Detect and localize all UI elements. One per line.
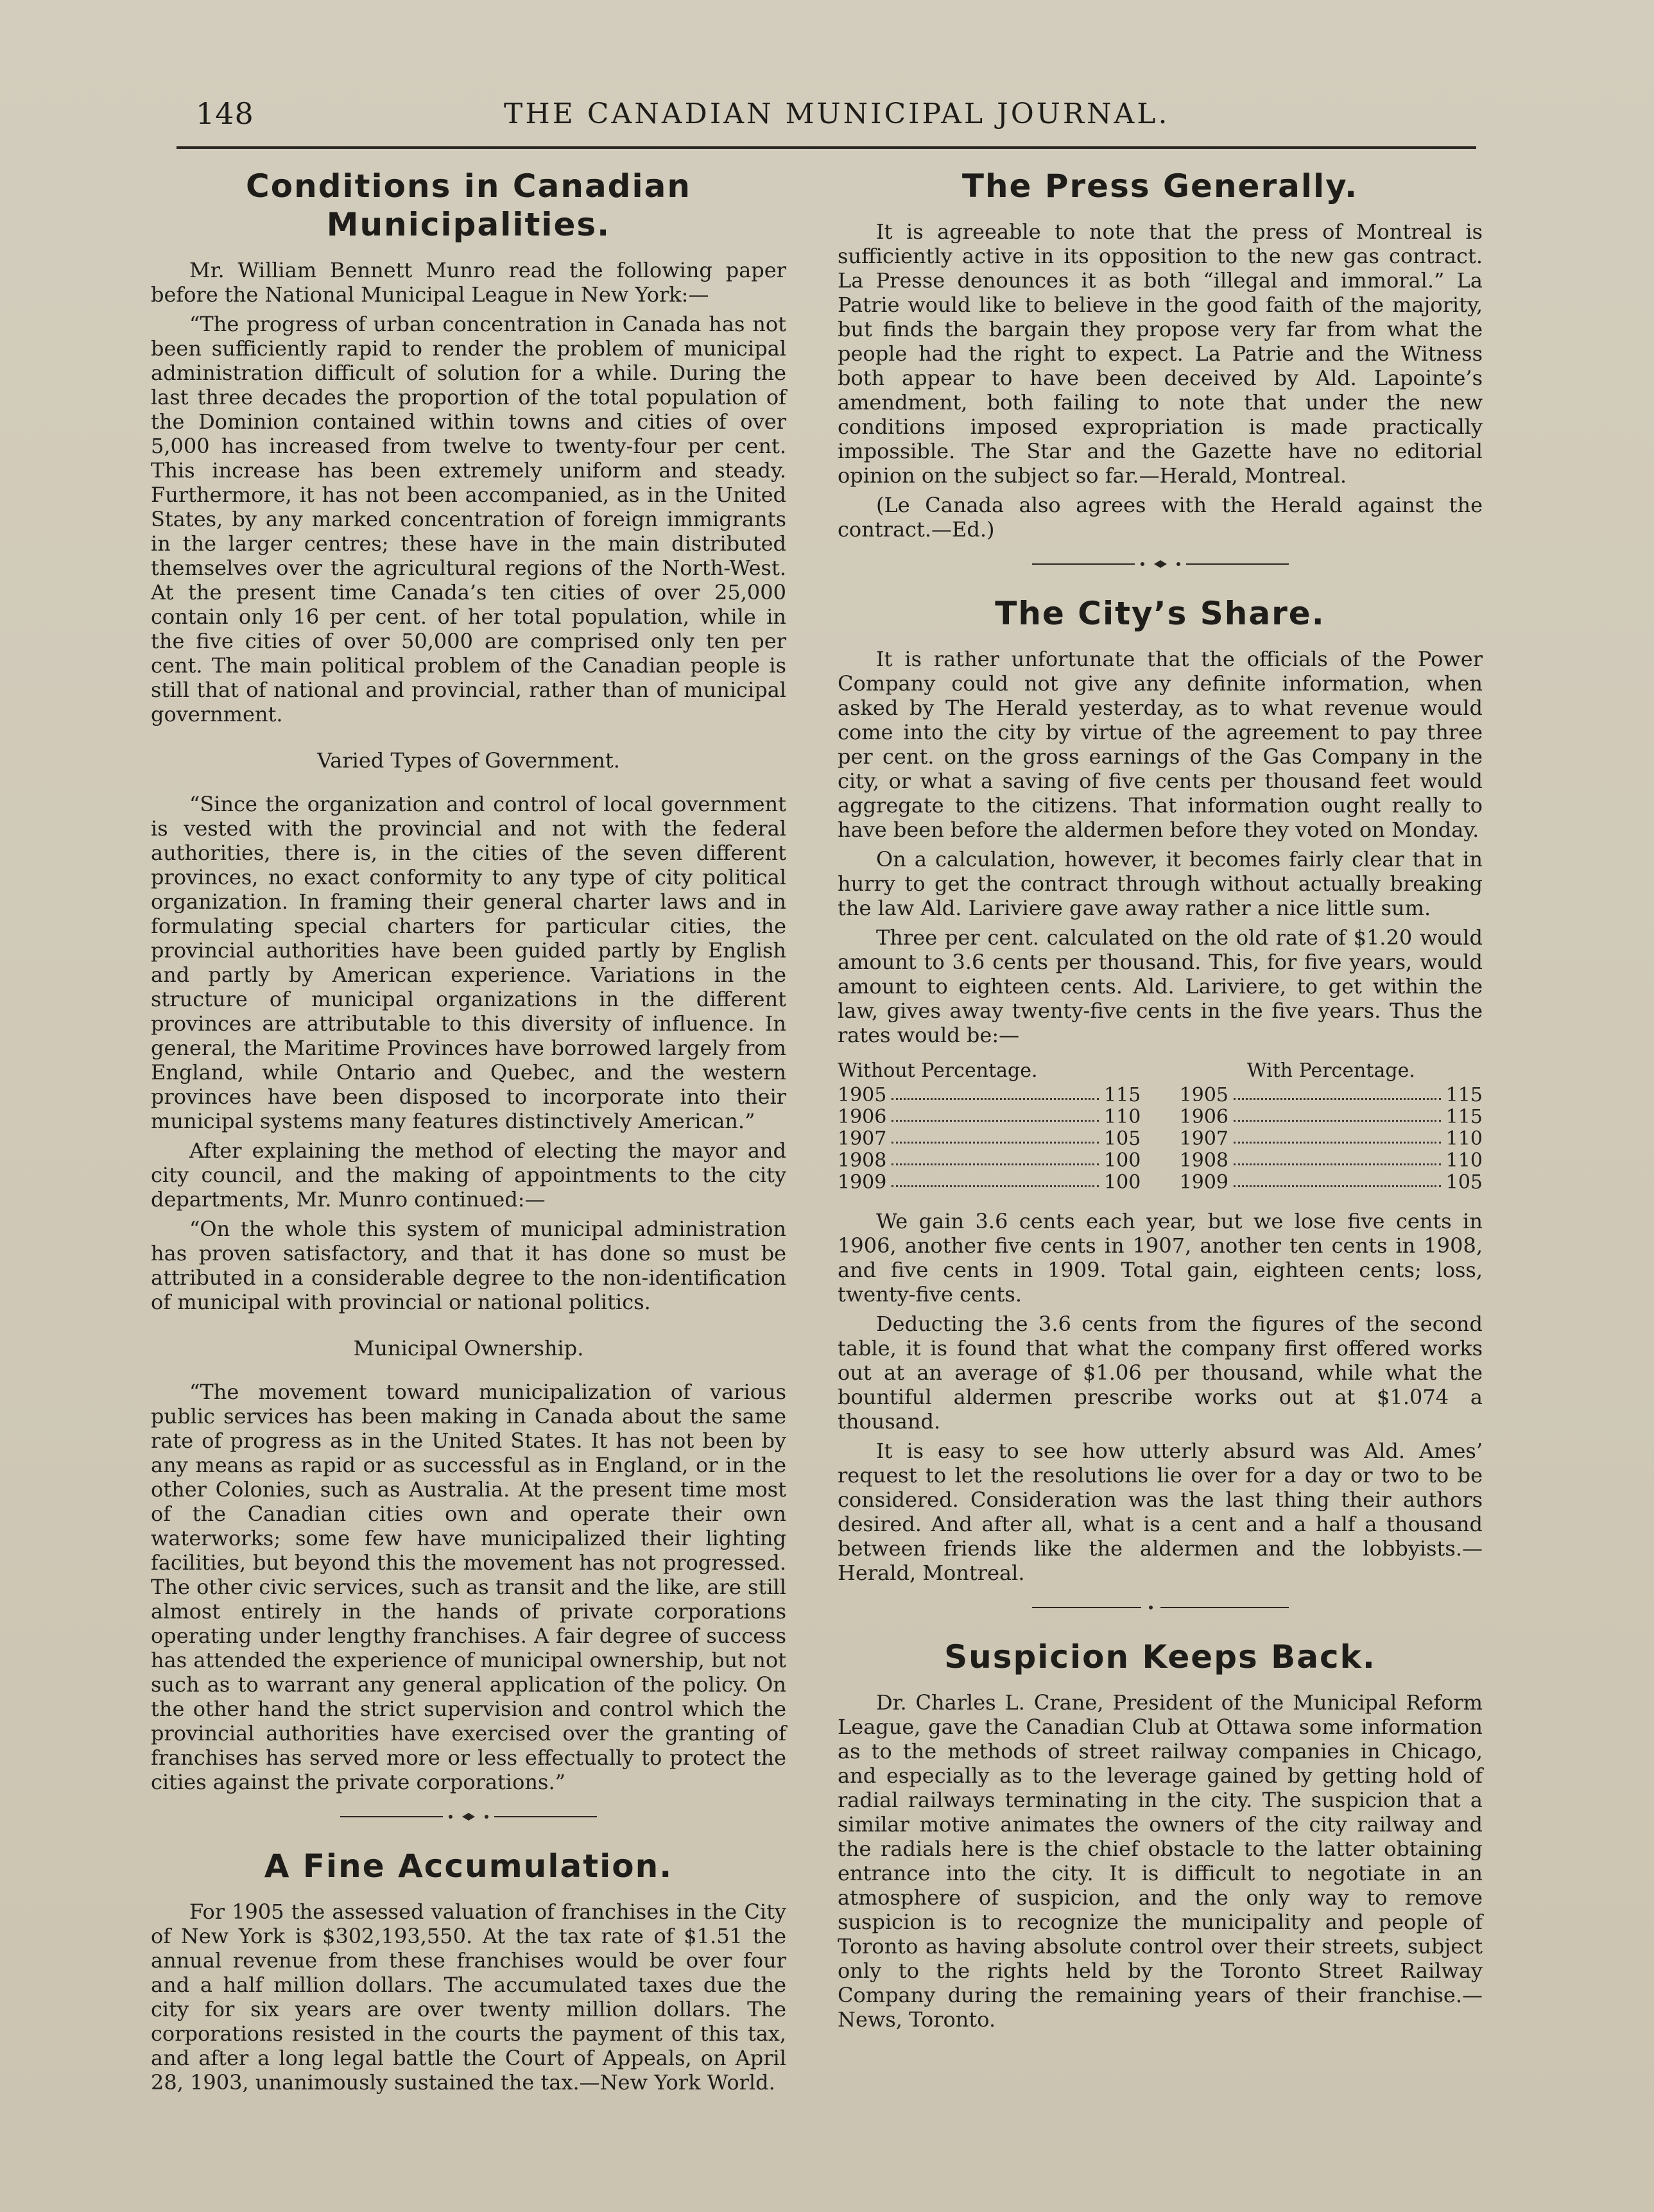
article-title: Suspicion Keeps Back. <box>944 1638 1376 1676</box>
page-header <box>177 96 1476 135</box>
row-year: 1908 <box>838 1149 887 1172</box>
table-heading: With Percentage. <box>1246 1059 1415 1082</box>
row-value: 100 <box>1104 1171 1141 1194</box>
ornament-divider <box>1032 1603 1289 1612</box>
row-year: 1906 <box>838 1106 887 1128</box>
article-title: The City’s Share. <box>995 595 1325 632</box>
paragraph: For 1905 the assessed valuation of franchises in the City of New York is $302,193,550. At the tax rate of $1.51 the annual revenue from these franchises would be over four and a half million dollars. The accumulated taxes due the city for six years are over twenty million dollars. The corporations resisted in the courts the payment of this tax, and after a long legal battle the Court of Appeals, on April 28, 1903, unanimously sustained the tax.—New York World. <box>151 1899 786 2095</box>
dot-leader <box>1234 1085 1441 1100</box>
table-row <box>838 1150 1141 1172</box>
table-row <box>838 1085 1141 1106</box>
paragraph: It is agreeable to note that the press of Montreal is sufficiently active in its opposition to the new gas contract. La Presse denounces it as both “illegal and immoral.” La Patrie would like to believe in the good faith of the majority, but finds the bargain they propose very far from what the people had the right to expect. La Patrie and the Witness both appear to have been deceived by Ald. Lapointe’s amendment, both failing to note that under the new conditions imposed expropriation is made practically impossible. The Star and the Gazette have no editorial opinion on the subject so far.—Herald, Montreal. <box>838 219 1483 488</box>
row-year: 1909 <box>838 1171 887 1194</box>
row-value: 115 <box>1445 1084 1483 1106</box>
dot-leader <box>1234 1106 1441 1122</box>
article-citys-share <box>838 594 1483 1585</box>
row-value: 105 <box>1104 1127 1141 1150</box>
paragraph: It is easy to see how utterly absurd was Ald. Ames’ request to let the resolutions lie over for a day or two to be considered. Consideration was the last thing their authors desired. And after all, what is a cent and a half a thousand between friends like the aldermen and the lobbyists.—Herald, Montreal. <box>838 1439 1483 1585</box>
article-press-generally <box>838 167 1483 542</box>
dot-leader <box>892 1085 1099 1100</box>
row-year: 1907 <box>838 1127 887 1150</box>
article-fine-accumulation <box>151 1847 786 2095</box>
header-rule <box>177 146 1476 149</box>
paragraph: It is rather unfortunate that the officials of the Power Company could not give any definite information, when asked by The Herald yesterday, as to what revenue would come into the city by virtue of the agreement to pay three per cent. on the gross earnings of the Gas Company in the city, or what a saving of five cents per thousand feet would aggregate to the citizens. That information ought really to have been before the aldermen before they voted on Monday. <box>838 647 1483 842</box>
rate-table-with <box>1180 1060 1483 1194</box>
paragraph: “The progress of urban concentration in Canada has not been sufficiently rapid to render the problem of municipal administration difficult of solution for a while. During the last three decades the proportion of the total population of the Dominion contained within towns and cities of over 5,000 has increased from twelve to twenty-four per cent. This increase has been extremely uniform and steady. Furthermore, it has not been accompanied, as in the United States, by any marked concentration of foreign immigrants in the larger centres; these have in the main distributed themselves over the agricultural regions of the North-West. At the present time Canada’s ten cities of over 25,000 contain only 16 per cent. of her total population, while in the five cities of over 50,000 are comprised only ten per cent. The main political problem of the Canadian people is still that of national and provincial, rather than of municipal government. <box>151 312 786 726</box>
paragraph: “On the whole this system of municipal administration has proven satisfactory, and that it has done so must be attributed in a considerable degree to the non-identification of municipal with provincial or national politics. <box>151 1217 786 1314</box>
article-suspicion <box>838 1638 1483 2032</box>
ornament-divider <box>340 1812 597 1821</box>
rate-table-without <box>838 1060 1141 1194</box>
paragraph: “Since the organization and control of local government is vested with the provincial and not with the federal authorities, there is, in the cities of the seven different provinces, no exact conformity to any type of city political organization. In framing their general charter laws and in formulating special charters for particular cities, the provincial authorities have been guided partly by English and partly by American experience. Variations in the structure of municipal organizations in the different provinces are attributable to this diversity of influence. In general, the Maritime Provinces have borrowed largely from England, while Ontario and Quebec, and the western provinces have been disposed to incorporate into their municipal systems many features distinctively American.” <box>151 792 786 1133</box>
table-row <box>1180 1085 1483 1106</box>
left-column <box>151 167 786 2100</box>
table-row <box>838 1106 1141 1128</box>
paragraph: We gain 3.6 cents each year, but we lose five cents in 1906, another five cents in 1907, another ten cents in 1908, and five cents in 1909. Total gain, eighteen cents; loss, twenty-five cents. <box>838 1209 1483 1307</box>
paragraph: Three per cent. calculated on the old rate of $1.20 would amount to 3.6 cents per thousand. This, for five years, would amount to eighteen cents. Ald. Lariviere, to get within the law, gives away twenty-five cents in the five years. Thus the rates would be:— <box>838 925 1483 1047</box>
dot-leader <box>892 1172 1099 1187</box>
dot-leader <box>892 1150 1099 1165</box>
row-value: 110 <box>1104 1106 1141 1128</box>
article-title: Conditions in Canadian Municipalities. <box>246 167 691 243</box>
dot-leader <box>892 1128 1099 1144</box>
table-row <box>1180 1172 1483 1194</box>
paragraph: (Le Canada also agrees with the Herald against the contract.—Ed.) <box>838 493 1483 542</box>
subheading: Municipal Ownership. <box>353 1336 584 1360</box>
subheading: Varied Types of Government. <box>317 748 620 773</box>
row-year: 1908 <box>1179 1149 1229 1172</box>
row-year: 1905 <box>838 1084 887 1106</box>
paragraph: “The movement toward municipalization of various public services has been making in Canada about the same rate of progress as in the United States. It has not been by any means as rapid or as successful as in England, or in the other Colonies, such as Australia. At the present time most of the Canadian cities own and operate their own waterworks; some few have municipalized their lighting facilities, but beyond this the movement has not progressed. The other civic services, such as transit and the like, are still almost entirely in the hands of private corporations operating under lengthy franchises. A fair degree of success has attended the experience of municipal ownership, but not such as to warrant any general application of the policy. On the other hand the strict supervision and control which the provincial authorities have exercised over the granting of franchises has served more or less effectually to protect the cities against the private corporations.” <box>151 1380 786 1794</box>
dot-leader <box>1234 1172 1441 1187</box>
dot-leader <box>1234 1128 1441 1144</box>
table-row <box>1180 1150 1483 1172</box>
journal-title: THE CANADIAN MUNICIPAL JOURNAL. <box>504 98 1170 130</box>
paragraph: Dr. Charles L. Crane, President of the Municipal Reform League, gave the Canadian Club at Ottawa some information as to the methods of street railway companies in Chicago, and especially as to the leverage gained by getting hold of radial railways terminating in the city. The suspicion that a similar motive animates the owners of the city railway and the radials here is the chief obstacle to the latter obtaining entrance into the city. It is difficult to negotiate in an atmosphere of suspicion, and the only way to remove suspicion is to recognize the municipality and people of Toronto as having absolute control over their streets, subject only to the rights held by the Toronto Street Railway Company during the remaining years of their franchise.—News, Toronto. <box>838 1690 1483 2032</box>
paragraph: Deducting the 3.6 cents from the figures of the second table, it is found that what the company first offered works out at an average of $1.06 per thousand, while what the bountiful aldermen prescribe works out at $1.074 a thousand. <box>838 1312 1483 1434</box>
row-year: 1907 <box>1179 1127 1229 1150</box>
row-year: 1909 <box>1179 1171 1229 1194</box>
paragraph: After explaining the method of electing the mayor and city council, and the making of appointments to the city departments, Mr. Munro continued:— <box>151 1138 786 1212</box>
paragraph: Mr. William Bennett Munro read the following paper before the National Municipal League in New York:— <box>151 258 786 307</box>
article-title: A Fine Accumulation. <box>264 1848 673 1885</box>
table-row <box>1180 1106 1483 1128</box>
row-year: 1905 <box>1179 1084 1229 1106</box>
row-value: 100 <box>1104 1149 1141 1172</box>
row-value: 115 <box>1104 1084 1141 1106</box>
table-heading: Without Percentage. <box>838 1059 1038 1082</box>
article-title: The Press Generally. <box>961 167 1359 205</box>
row-year: 1906 <box>1179 1106 1229 1128</box>
table-row <box>838 1172 1141 1194</box>
paragraph: On a calculation, however, it becomes fairly clear that in hurry to get the contract through without actually breaking the law Ald. Lariviere gave away rather a nice little sum. <box>838 847 1483 920</box>
article-conditions <box>151 167 786 1794</box>
right-column <box>838 167 1483 2037</box>
page-number: 148 <box>196 96 254 131</box>
dot-leader <box>892 1106 1099 1122</box>
row-value: 105 <box>1445 1171 1483 1194</box>
row-value: 115 <box>1445 1106 1483 1128</box>
ornament-divider <box>1032 560 1289 569</box>
dot-leader <box>1234 1150 1441 1165</box>
table-row <box>838 1128 1141 1150</box>
rate-table <box>838 1060 1483 1194</box>
table-row <box>1180 1128 1483 1150</box>
row-value: 110 <box>1445 1127 1483 1150</box>
row-value: 110 <box>1445 1149 1483 1172</box>
